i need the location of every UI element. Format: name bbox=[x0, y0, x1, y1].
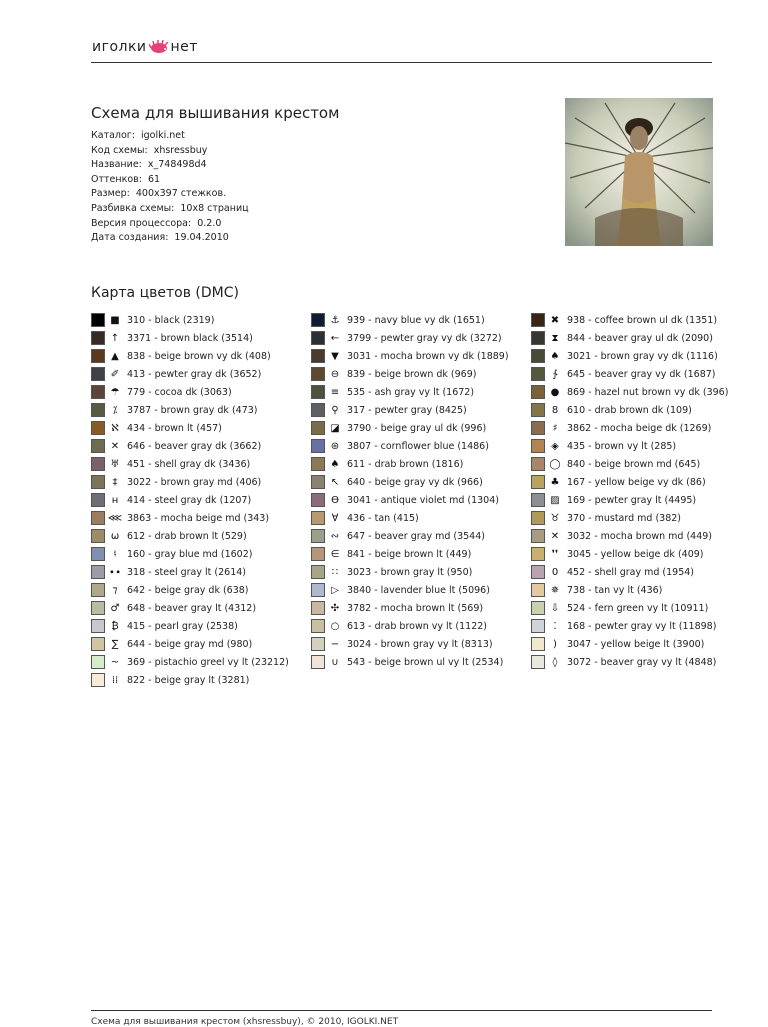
color-label: 3840 - lavender blue lt (5096) bbox=[347, 584, 490, 596]
color-legend-item bbox=[531, 455, 746, 473]
color-label: 3041 - antique violet md (1304) bbox=[347, 494, 499, 506]
color-legend-item bbox=[531, 635, 746, 653]
color-swatch bbox=[91, 475, 105, 489]
stitch-symbol-icon: ⋘ bbox=[107, 512, 123, 524]
color-label: 317 - pewter gray (8425) bbox=[347, 404, 467, 416]
color-legend-item bbox=[91, 419, 306, 437]
color-legend-item bbox=[311, 545, 526, 563]
color-label: 841 - beige brown lt (449) bbox=[347, 548, 472, 560]
color-legend-item bbox=[91, 635, 306, 653]
stitch-symbol-icon: ∀ bbox=[331, 512, 339, 524]
color-legend-item bbox=[91, 617, 306, 635]
stitch-symbol-icon: ≡ bbox=[330, 386, 340, 398]
color-legend-item bbox=[91, 563, 306, 581]
color-legend-item bbox=[91, 455, 306, 473]
stitch-symbol-icon: ❜❜ bbox=[551, 548, 559, 560]
color-swatch bbox=[531, 313, 545, 327]
color-legend-item bbox=[91, 437, 306, 455]
stitch-symbol-icon: ▨ bbox=[550, 494, 560, 506]
color-legend-item bbox=[531, 347, 746, 365]
color-label: 318 - steel gray lt (2614) bbox=[127, 566, 246, 578]
color-legend-item bbox=[91, 509, 306, 527]
color-column-1 bbox=[91, 311, 306, 689]
color-label: 434 - brown lt (457) bbox=[127, 422, 222, 434]
color-label: 3022 - brown gray md (406) bbox=[127, 476, 262, 488]
color-label: 435 - brown vy lt (285) bbox=[567, 440, 677, 452]
color-swatch bbox=[311, 619, 325, 633]
scheme-info-key: Дата создания: bbox=[91, 232, 169, 244]
color-swatch bbox=[531, 331, 545, 345]
color-legend-item bbox=[311, 401, 526, 419]
color-legend-item bbox=[311, 455, 526, 473]
scheme-info-row bbox=[91, 129, 249, 144]
stitch-symbol-icon: ▷ bbox=[331, 584, 339, 596]
color-label: 451 - shell gray dk (3436) bbox=[127, 458, 251, 470]
color-swatch bbox=[311, 385, 325, 399]
stitch-symbol-icon: ⚲ bbox=[331, 404, 339, 416]
stitch-symbol-icon: ✣ bbox=[330, 602, 340, 614]
color-legend-item bbox=[531, 581, 746, 599]
color-label: 838 - beige brown vy dk (408) bbox=[127, 350, 271, 362]
color-label: 3047 - yellow beige lt (3900) bbox=[567, 638, 705, 650]
color-legend-item bbox=[531, 617, 746, 635]
stitch-symbol-icon: ϴ bbox=[331, 494, 339, 506]
color-swatch bbox=[91, 655, 105, 669]
stitch-symbol-icon: ⇩ bbox=[550, 602, 560, 614]
stitch-symbol-icon: ∷ bbox=[331, 566, 339, 578]
stitch-symbol-icon: ♮ bbox=[113, 548, 117, 560]
color-label: 370 - mustard md (382) bbox=[567, 512, 682, 524]
color-legend-item bbox=[531, 491, 746, 509]
color-swatch bbox=[531, 439, 545, 453]
color-label: 645 - beaver gray vy dk (1687) bbox=[567, 368, 716, 380]
stitch-symbol-icon: ✐ bbox=[110, 368, 120, 380]
color-swatch bbox=[531, 511, 545, 525]
stitch-symbol-icon: ∱ bbox=[552, 368, 558, 380]
color-swatch bbox=[311, 547, 325, 561]
stitch-symbol-icon: ☂ bbox=[110, 386, 120, 398]
color-legend-item bbox=[91, 311, 306, 329]
color-label: 939 - navy blue vy dk (1651) bbox=[347, 314, 485, 326]
color-legend-item bbox=[311, 437, 526, 455]
scheme-info-row bbox=[91, 144, 249, 159]
color-swatch bbox=[311, 583, 325, 597]
color-legend-item bbox=[531, 401, 746, 419]
color-legend-item bbox=[311, 347, 526, 365]
stitch-symbol-icon: ∙∙ bbox=[108, 566, 122, 578]
stitch-symbol-icon: ♅ bbox=[110, 458, 120, 470]
color-legend-item bbox=[91, 599, 306, 617]
color-label: 160 - gray blue md (1602) bbox=[127, 548, 253, 560]
color-legend-item bbox=[91, 347, 306, 365]
color-swatch bbox=[311, 529, 325, 543]
scheme-info bbox=[91, 129, 249, 246]
color-swatch bbox=[311, 493, 325, 507]
color-legend-item bbox=[311, 635, 526, 653]
color-swatch bbox=[91, 313, 105, 327]
color-label: 647 - beaver gray md (3544) bbox=[347, 530, 485, 542]
color-label: 3045 - yellow beige dk (409) bbox=[567, 548, 704, 560]
color-swatch bbox=[91, 619, 105, 633]
color-label: 3799 - pewter gray vy dk (3272) bbox=[347, 332, 502, 344]
color-legend-item bbox=[311, 563, 526, 581]
color-label: 612 - drab brown lt (529) bbox=[127, 530, 247, 542]
stitch-symbol-icon: ) bbox=[553, 638, 557, 650]
color-swatch bbox=[91, 637, 105, 651]
stitch-symbol-icon: ◯ bbox=[549, 458, 561, 470]
color-label: 413 - pewter gray dk (3652) bbox=[127, 368, 262, 380]
color-label: 452 - shell gray md (1954) bbox=[567, 566, 695, 578]
stitch-symbol-icon: ⁞⁞ bbox=[111, 674, 119, 686]
color-swatch bbox=[91, 349, 105, 363]
stitch-symbol-icon: ✕ bbox=[550, 530, 560, 542]
scheme-info-row bbox=[91, 158, 249, 173]
color-label: 3021 - brown gray vy dk (1116) bbox=[567, 350, 718, 362]
color-label: 3371 - brown black (3514) bbox=[127, 332, 253, 344]
color-legend-item bbox=[311, 491, 526, 509]
color-label: 3031 - mocha brown vy dk (1889) bbox=[347, 350, 509, 362]
color-label: 840 - beige brown md (645) bbox=[567, 458, 701, 470]
stitch-symbol-icon: ₿ bbox=[111, 620, 119, 632]
scheme-info-value: 19.04.2010 bbox=[174, 232, 229, 244]
color-label: 839 - beige brown dk (969) bbox=[347, 368, 477, 380]
color-label: 414 - steel gray dk (1207) bbox=[127, 494, 252, 506]
color-legend-item bbox=[531, 599, 746, 617]
stitch-symbol-icon: ⁒ bbox=[112, 404, 118, 416]
color-swatch bbox=[311, 313, 325, 327]
stitch-symbol-icon: ▲ bbox=[111, 350, 119, 362]
stitch-symbol-icon: ⁚ bbox=[553, 620, 557, 632]
color-column-3 bbox=[531, 311, 746, 671]
scheme-info-key: Название: bbox=[91, 159, 142, 171]
scheme-info-key: Оттенков: bbox=[91, 173, 142, 185]
stitch-symbol-icon: 8 bbox=[551, 404, 559, 416]
color-label: 3790 - beige gray ul dk (996) bbox=[347, 422, 487, 434]
stitch-symbol-icon: ■ bbox=[110, 314, 120, 326]
scheme-info-row bbox=[91, 231, 249, 246]
color-swatch bbox=[531, 403, 545, 417]
scheme-info-key: Каталог: bbox=[91, 130, 135, 141]
color-swatch bbox=[531, 457, 545, 471]
footer-divider bbox=[91, 1010, 712, 1011]
color-swatch bbox=[91, 565, 105, 579]
stitch-symbol-icon: ∈ bbox=[330, 548, 340, 560]
color-swatch bbox=[91, 439, 105, 453]
color-legend-item bbox=[311, 653, 526, 671]
color-legend-item bbox=[531, 329, 746, 347]
color-swatch bbox=[531, 637, 545, 651]
color-label: 167 - yellow beige vy dk (86) bbox=[567, 476, 706, 488]
stitch-symbol-icon: − bbox=[330, 638, 340, 650]
color-legend-item bbox=[311, 509, 526, 527]
color-legend-item bbox=[311, 527, 526, 545]
color-label: 646 - beaver gray dk (3662) bbox=[127, 440, 262, 452]
stitch-symbol-icon: ↑ bbox=[110, 332, 120, 344]
color-label: 640 - beige gray vy dk (966) bbox=[347, 476, 483, 488]
color-label: 543 - beige brown ul vy lt (2534) bbox=[347, 656, 504, 668]
scheme-info-key: Разбивка схемы: bbox=[91, 202, 175, 214]
stitch-symbol-icon: ♣ bbox=[550, 476, 560, 488]
color-swatch bbox=[311, 421, 325, 435]
color-legend-item bbox=[91, 491, 306, 509]
stitch-symbol-icon: ♉ bbox=[550, 512, 560, 524]
stitch-symbol-icon: 0 bbox=[551, 566, 559, 578]
color-swatch bbox=[311, 439, 325, 453]
color-label: 844 - beaver gray ul dk (2090) bbox=[567, 332, 713, 344]
scheme-info-value: x_748498d4 bbox=[147, 159, 207, 171]
stitch-symbol-icon: ◊ bbox=[552, 656, 558, 668]
color-label: 415 - pearl gray (2538) bbox=[127, 620, 238, 632]
scheme-info-row bbox=[91, 202, 249, 217]
stitch-symbol-icon: ○ bbox=[330, 620, 340, 632]
scheme-info-value: 10x8 страниц bbox=[180, 202, 249, 214]
color-label: 738 - tan vy lt (436) bbox=[567, 584, 663, 596]
color-label: 610 - drab brown dk (109) bbox=[567, 404, 692, 416]
stitch-symbol-icon: ∾ bbox=[330, 530, 340, 542]
stitch-symbol-icon: ↖ bbox=[330, 476, 340, 488]
color-label: 613 - drab brown vy lt (1122) bbox=[347, 620, 487, 632]
color-swatch bbox=[531, 601, 545, 615]
color-swatch bbox=[311, 655, 325, 669]
color-legend-item bbox=[311, 617, 526, 635]
color-legend-item bbox=[531, 509, 746, 527]
color-swatch bbox=[531, 421, 545, 435]
color-label: 3782 - mocha brown lt (569) bbox=[347, 602, 484, 614]
stitch-symbol-icon: ♠ bbox=[330, 458, 340, 470]
color-swatch bbox=[531, 385, 545, 399]
color-legend-item bbox=[531, 563, 746, 581]
color-legend-item bbox=[91, 365, 306, 383]
stitch-symbol-icon: ⚓ bbox=[330, 314, 340, 326]
color-swatch bbox=[311, 349, 325, 363]
scheme-info-value: 61 bbox=[147, 173, 161, 185]
color-swatch bbox=[531, 619, 545, 633]
color-swatch bbox=[531, 565, 545, 579]
page-title: Схема для вышивания крестом bbox=[91, 104, 340, 122]
color-swatch bbox=[91, 367, 105, 381]
color-label: 938 - coffee brown ul dk (1351) bbox=[567, 314, 718, 326]
stitch-symbol-icon: ● bbox=[550, 386, 560, 398]
color-legend-item bbox=[531, 527, 746, 545]
stitch-symbol-icon: ← bbox=[330, 332, 340, 344]
color-swatch bbox=[91, 583, 105, 597]
stitch-symbol-icon: ✖ bbox=[550, 314, 560, 326]
color-swatch bbox=[91, 493, 105, 507]
color-legend-item bbox=[531, 365, 746, 383]
color-swatch bbox=[91, 601, 105, 615]
color-legend-item bbox=[91, 545, 306, 563]
color-swatch bbox=[311, 511, 325, 525]
color-label: 3862 - mocha beige dk (1269) bbox=[567, 422, 712, 434]
color-label: 3072 - beaver gray vy lt (4848) bbox=[567, 656, 717, 668]
color-legend-item bbox=[311, 329, 526, 347]
color-legend-item bbox=[531, 545, 746, 563]
site-logo[interactable] bbox=[92, 38, 198, 56]
color-label: 369 - pistachio greel vy lt (23212) bbox=[127, 656, 289, 668]
color-swatch bbox=[311, 403, 325, 417]
color-swatch bbox=[531, 367, 545, 381]
scheme-preview-image bbox=[565, 98, 713, 246]
color-swatch bbox=[531, 493, 545, 507]
color-swatch bbox=[311, 457, 325, 471]
color-swatch bbox=[91, 457, 105, 471]
stitch-symbol-icon: ♂ bbox=[110, 602, 120, 614]
color-swatch bbox=[311, 331, 325, 345]
stitch-symbol-icon: ‡ bbox=[112, 476, 118, 488]
color-swatch bbox=[531, 583, 545, 597]
color-legend-item bbox=[311, 419, 526, 437]
color-map-title: Карта цветов (DMC) bbox=[91, 285, 239, 301]
color-swatch bbox=[91, 421, 105, 435]
color-swatch bbox=[91, 403, 105, 417]
stitch-symbol-icon: ♯ bbox=[552, 422, 558, 434]
color-swatch bbox=[311, 637, 325, 651]
color-label: 169 - pewter gray lt (4495) bbox=[567, 494, 697, 506]
color-swatch bbox=[91, 547, 105, 561]
logo-text-right: нет bbox=[170, 39, 198, 55]
color-swatch bbox=[531, 475, 545, 489]
color-column-2 bbox=[311, 311, 526, 671]
color-label: 611 - drab brown (1816) bbox=[347, 458, 464, 470]
color-legend-item bbox=[91, 473, 306, 491]
color-legend-item bbox=[91, 401, 306, 419]
stitch-symbol-icon: ∑ bbox=[111, 638, 119, 650]
stitch-symbol-icon: ~ bbox=[110, 656, 120, 668]
color-legend-item bbox=[531, 383, 746, 401]
color-label: 524 - fern green vy lt (10911) bbox=[567, 602, 709, 614]
color-label: 436 - tan (415) bbox=[347, 512, 419, 524]
color-swatch bbox=[311, 565, 325, 579]
color-legend-item bbox=[91, 671, 306, 689]
color-label: 310 - black (2319) bbox=[127, 314, 215, 326]
color-swatch bbox=[91, 529, 105, 543]
stitch-symbol-icon: ◈ bbox=[551, 440, 559, 452]
stitch-symbol-icon: ✕ bbox=[110, 440, 120, 452]
color-swatch bbox=[91, 673, 105, 687]
color-label: 3863 - mocha beige md (343) bbox=[127, 512, 270, 524]
color-label: 168 - pewter gray vy lt (11898) bbox=[567, 620, 717, 632]
stitch-symbol-icon: ⊛ bbox=[330, 440, 340, 452]
hedgehog-logo-icon bbox=[149, 40, 169, 54]
color-swatch bbox=[531, 547, 545, 561]
color-swatch bbox=[91, 511, 105, 525]
logo-text-left: иголки bbox=[92, 39, 147, 55]
stitch-symbol-icon: н bbox=[111, 494, 119, 506]
stitch-symbol-icon: ◪ bbox=[330, 422, 340, 434]
color-swatch bbox=[531, 655, 545, 669]
color-label: 869 - hazel nut brown vy dk (396) bbox=[567, 386, 729, 398]
scheme-info-key: Код схемы: bbox=[91, 144, 148, 156]
color-legend-item bbox=[531, 311, 746, 329]
color-label: 3032 - mocha brown md (449) bbox=[567, 530, 712, 542]
stitch-symbol-icon: ω bbox=[110, 530, 120, 542]
color-legend-item bbox=[531, 653, 746, 671]
color-legend-item bbox=[311, 383, 526, 401]
scheme-info-key: Размер: bbox=[91, 188, 130, 200]
color-label: 779 - cocoa dk (3063) bbox=[127, 386, 232, 398]
color-legend-item bbox=[311, 473, 526, 491]
footer-text: Схема для вышивания крестом (xhsressbuy), © 2010, IGOLKI.NET bbox=[91, 1017, 399, 1027]
scheme-info-row bbox=[91, 173, 249, 188]
stitch-symbol-icon: ⧗ bbox=[551, 332, 559, 344]
stitch-symbol-icon: ∪ bbox=[331, 656, 339, 668]
stitch-symbol-icon: ♠ bbox=[550, 350, 560, 362]
color-legend-item bbox=[91, 653, 306, 671]
scheme-info-key: Версия процессора: bbox=[91, 217, 192, 229]
color-swatch bbox=[311, 601, 325, 615]
header-divider bbox=[91, 62, 712, 63]
color-legend-item bbox=[531, 419, 746, 437]
stitch-symbol-icon: ⊖ bbox=[330, 368, 340, 380]
color-legend-item bbox=[311, 311, 526, 329]
scheme-info-value: 0.2.0 bbox=[197, 217, 222, 229]
color-legend-item bbox=[311, 599, 526, 617]
color-legend-item bbox=[91, 329, 306, 347]
color-label: 3787 - brown gray dk (473) bbox=[127, 404, 258, 416]
color-label: 822 - beige gray lt (3281) bbox=[127, 674, 250, 686]
color-label: 535 - ash gray vy lt (1672) bbox=[347, 386, 475, 398]
preview-illustration bbox=[565, 98, 713, 246]
stitch-symbol-icon: ✵ bbox=[550, 584, 560, 596]
color-label: 3023 - brown gray lt (950) bbox=[347, 566, 473, 578]
color-label: 3807 - cornflower blue (1486) bbox=[347, 440, 489, 452]
color-swatch bbox=[311, 475, 325, 489]
color-legend-item bbox=[531, 437, 746, 455]
color-swatch bbox=[531, 529, 545, 543]
color-label: 648 - beaver gray lt (4312) bbox=[127, 602, 257, 614]
scheme-info-row bbox=[91, 217, 249, 232]
color-label: 642 - beige gray dk (638) bbox=[127, 584, 249, 596]
color-legend-item bbox=[311, 365, 526, 383]
color-swatch bbox=[91, 331, 105, 345]
color-legend-item bbox=[91, 581, 306, 599]
stitch-symbol-icon: ⁊ bbox=[112, 584, 118, 596]
color-swatch bbox=[531, 349, 545, 363]
color-swatch bbox=[91, 385, 105, 399]
color-legend-item bbox=[311, 581, 526, 599]
color-label: 3024 - brown gray vy lt (8313) bbox=[347, 638, 493, 650]
color-legend-item bbox=[91, 383, 306, 401]
scheme-info-value: 400x397 стежков. bbox=[135, 188, 227, 200]
stitch-symbol-icon: ℵ bbox=[111, 422, 119, 434]
stitch-symbol-icon: ▼ bbox=[331, 350, 339, 362]
scheme-info-value: igolki.net bbox=[141, 130, 185, 141]
color-legend-item bbox=[91, 527, 306, 545]
color-label: 644 - beige gray md (980) bbox=[127, 638, 253, 650]
color-swatch bbox=[311, 367, 325, 381]
scheme-info-row bbox=[91, 187, 249, 202]
color-legend-item bbox=[531, 473, 746, 491]
scheme-info-value: xhsressbuy bbox=[153, 144, 208, 156]
